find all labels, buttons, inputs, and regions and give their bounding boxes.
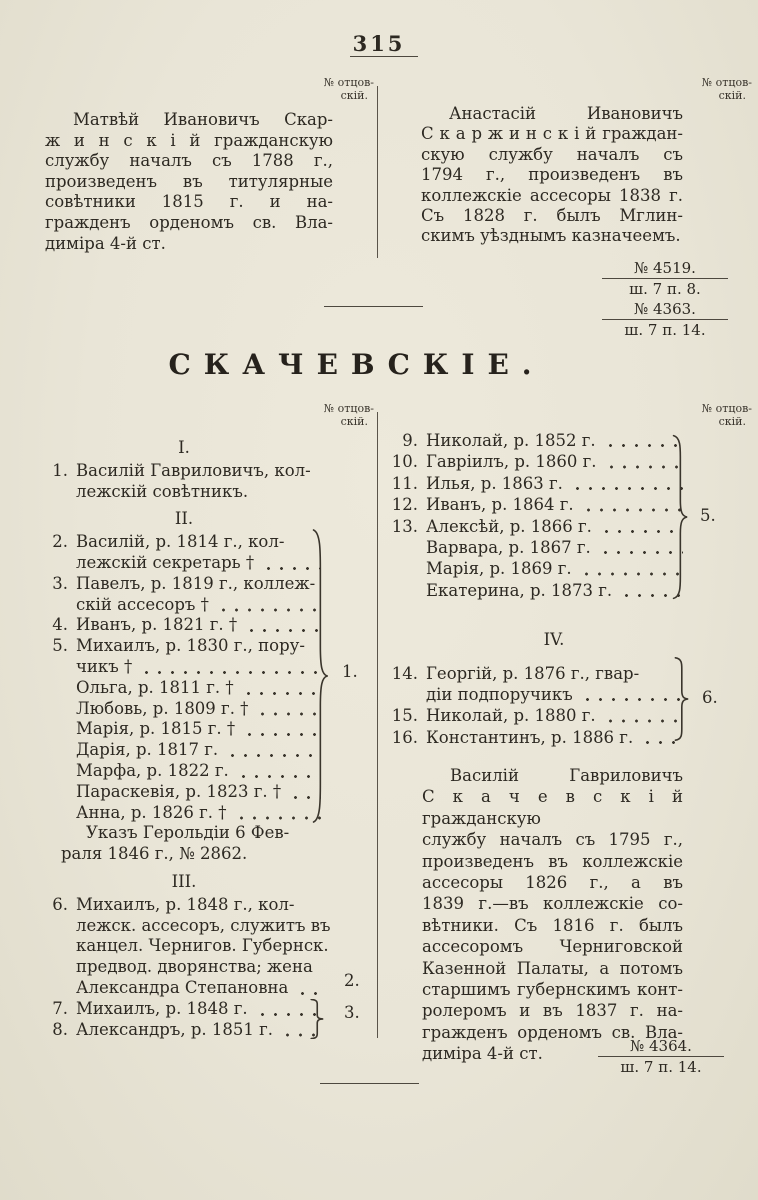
father-number: 6. bbox=[702, 688, 718, 707]
list-row bbox=[45, 532, 323, 553]
paragraph-line: вѣтники. Съ 1816 г. былъ bbox=[422, 915, 683, 935]
entry-text: Георгій, р. 1876 г., гвар- bbox=[426, 663, 640, 683]
dot-leader bbox=[602, 705, 683, 726]
father-number: 1. bbox=[342, 662, 358, 681]
dot-leader bbox=[578, 558, 683, 579]
entry-text: канцел. Чернигов. Губернск. bbox=[76, 936, 329, 956]
dot-leader bbox=[215, 595, 321, 616]
entry-number: 4. bbox=[52, 615, 68, 635]
entry-number: 3. bbox=[52, 573, 68, 593]
paragraph-anastasiy-skarzhinsky bbox=[421, 104, 683, 247]
section-end-dash bbox=[324, 306, 423, 307]
paragraph-line: коллежскіе ассесоры 1838 г. bbox=[421, 185, 683, 205]
list-row bbox=[45, 461, 323, 482]
entry-number: 11. bbox=[391, 473, 418, 493]
entry-number: 7. bbox=[52, 998, 68, 1018]
genealogy-list-right bbox=[385, 430, 685, 748]
list-row bbox=[45, 482, 323, 503]
dot-leader bbox=[569, 473, 683, 494]
reference-block-top bbox=[602, 258, 728, 340]
ref-number: № 4363. bbox=[634, 300, 696, 318]
list-row bbox=[385, 430, 685, 451]
entry-text: лежск. ассесоръ, служитъ въ bbox=[76, 915, 331, 935]
list-row bbox=[45, 595, 323, 616]
paragraph-line: диміра 4-й ст. bbox=[45, 233, 166, 253]
entry-text: Николай, р. 1880 г. bbox=[426, 706, 596, 726]
entry-text: Марія, р. 1869 г. bbox=[426, 559, 572, 579]
father-number: 3. bbox=[344, 1003, 360, 1022]
ref-number: № 4364. bbox=[630, 1037, 692, 1055]
paragraph-line: гражденъ орденомъ св. Вла- bbox=[422, 1022, 683, 1042]
entry-text: лежскій совѣтникъ. bbox=[76, 481, 249, 501]
list-row bbox=[45, 915, 331, 937]
list-row bbox=[45, 699, 323, 720]
ref-code: ш. 7 п. 14. bbox=[624, 321, 706, 339]
list-row bbox=[45, 999, 323, 1020]
entry-text: Дарія, р. 1817 г. bbox=[76, 740, 219, 760]
list-row bbox=[45, 895, 323, 916]
entry-text: скій ассесоръ † bbox=[76, 594, 209, 614]
paragraph-line: ж и н с к і й гражданскую bbox=[45, 130, 333, 150]
entry-text: Василій, р. 1814 г., кол- bbox=[76, 532, 285, 552]
paragraph-line: ассесоры 1826 г., а въ bbox=[422, 873, 683, 893]
paragraph-line: диміра 4-й ст. bbox=[422, 1044, 543, 1064]
list-row bbox=[45, 803, 323, 824]
entry-text: Михаилъ, р. 1848 г. bbox=[76, 998, 248, 1018]
list-row bbox=[45, 678, 323, 699]
paragraph-line: Съ 1828 г. былъ Мглин- bbox=[421, 206, 683, 226]
entry-text: Ольга, р. 1811 г. † bbox=[76, 677, 234, 697]
list-row bbox=[45, 978, 323, 999]
entry-text: Василій Гавриловичъ, кол- bbox=[76, 460, 311, 480]
list-row bbox=[45, 615, 323, 636]
entry-text: Анна, р. 1826 г. † bbox=[76, 802, 227, 822]
genealogy-list-left bbox=[45, 431, 331, 1040]
list-row bbox=[385, 558, 685, 579]
generation-heading: II. bbox=[174, 509, 194, 529]
paragraph-line: С к а ч е в с к і й гражданскую bbox=[422, 787, 683, 828]
dot-leader bbox=[233, 803, 322, 824]
paragraph-line: старшимъ губернскимъ конт- bbox=[422, 980, 683, 1000]
paragraph-line: 1839 г.—въ коллежскіе со- bbox=[422, 894, 683, 914]
entry-number: 15. bbox=[391, 706, 418, 726]
entry-text: чикъ † bbox=[76, 656, 133, 676]
paragraph-line: Матвѣй Ивановичъ Скар- bbox=[73, 110, 333, 129]
list-row bbox=[45, 740, 323, 761]
list-row bbox=[385, 663, 685, 684]
paragraph-line: гражденъ орденомъ св. Вла- bbox=[45, 212, 333, 232]
list-row bbox=[385, 516, 685, 537]
entry-text: Марфа, р. 1822 г. bbox=[76, 760, 229, 780]
entry-number: 8. bbox=[52, 1019, 68, 1039]
list-row bbox=[45, 1020, 323, 1041]
dot-leader bbox=[294, 978, 321, 999]
father-number: 2. bbox=[344, 971, 360, 990]
list-row bbox=[45, 636, 323, 657]
list-row bbox=[45, 553, 323, 574]
brace-icon bbox=[311, 527, 328, 825]
father-number: 5. bbox=[700, 506, 716, 525]
list-row bbox=[45, 957, 323, 978]
entry-text: Александра Степановна bbox=[76, 977, 289, 997]
entry-text: Илья, р. 1863 г. bbox=[426, 473, 563, 493]
list-row bbox=[45, 719, 323, 740]
generation-heading: I. bbox=[178, 438, 190, 457]
entry-number: 16. bbox=[391, 727, 418, 747]
entry-number: 1. bbox=[52, 460, 68, 480]
entry-number: 2. bbox=[52, 532, 68, 552]
ref-number: № 4519. bbox=[634, 259, 696, 277]
list-row bbox=[45, 574, 323, 595]
list-row bbox=[385, 580, 685, 601]
entry-text: Александръ, р. 1851 г. bbox=[76, 1019, 274, 1039]
entry-number: 6. bbox=[52, 894, 68, 914]
paragraph-line: Василій Гавриловичъ bbox=[450, 766, 683, 785]
list-row: раля 1846 г., № 2862. bbox=[61, 844, 248, 864]
entry-text: Указъ Герольдіи 6 Фев- bbox=[86, 823, 290, 843]
ref-code: ш. 7 п. 14. bbox=[620, 1058, 702, 1076]
entry-text: Иванъ, р. 1864 г. bbox=[426, 495, 574, 515]
entry-text: Марія, р. 1815 г. † bbox=[76, 719, 236, 739]
entry-number: 9. bbox=[402, 431, 418, 450]
dot-leader bbox=[138, 657, 321, 678]
paragraph-line: Казенной Палаты, а потомъ bbox=[422, 958, 683, 978]
paragraph-line: Анастасій Ивановичъ bbox=[449, 104, 683, 123]
list-row bbox=[385, 537, 685, 558]
column-end-dash bbox=[320, 1083, 419, 1084]
list-row bbox=[385, 705, 685, 726]
entry-text: Константинъ, р. 1886 г. bbox=[426, 727, 634, 747]
entry-text: Михаилъ, р. 1830 г., пору- bbox=[76, 636, 305, 656]
dot-leader bbox=[579, 684, 683, 705]
entry-text: діи подпоручикъ bbox=[426, 685, 573, 705]
column-header-left-top: № отцов- скій. bbox=[323, 76, 374, 102]
list-row bbox=[45, 761, 323, 782]
entry-number: 12. bbox=[391, 495, 418, 515]
entry-text: лежскій секретарь † bbox=[76, 552, 255, 572]
paragraph-line: скимъ уѣзднымъ казначеемъ. bbox=[421, 226, 681, 246]
column-header-right-top: № отцов- скій. bbox=[701, 76, 752, 102]
family-title: СКАЧЕВСКІЕ. bbox=[168, 348, 545, 381]
reference-block-bottom bbox=[598, 1036, 724, 1077]
dot-leader bbox=[243, 615, 321, 636]
page-number: 315 bbox=[352, 31, 406, 56]
entry-text: Варвара, р. 1867 г. bbox=[426, 538, 591, 558]
list-row bbox=[385, 451, 685, 472]
paragraph-line: службу началъ съ 1788 г., bbox=[45, 151, 333, 171]
entry-number: 14. bbox=[391, 663, 418, 683]
entry-text: Иванъ, р. 1821 г. † bbox=[76, 615, 238, 635]
paragraph-line: ассесоромъ Черниговской bbox=[422, 937, 683, 957]
generation-heading: III. bbox=[171, 871, 197, 891]
entry-number: 13. bbox=[391, 516, 418, 536]
column-header-left-main: № отцов- скій. bbox=[323, 402, 374, 428]
list-row bbox=[385, 473, 685, 494]
paragraph-line: службу началъ съ 1795 г., bbox=[422, 830, 683, 850]
column-divider-main bbox=[377, 412, 378, 1038]
entry-text: Алексѣй, р. 1866 г. bbox=[426, 516, 592, 536]
entry-text: Михаилъ, р. 1848 г., кол- bbox=[76, 894, 295, 914]
entry-text: Гавріилъ, р. 1860 г. bbox=[426, 452, 597, 472]
entry-text: Екатерина, р. 1873 г. bbox=[426, 580, 613, 600]
entry-text: Николай, р. 1852 г. bbox=[426, 431, 596, 450]
entry-number: 10. bbox=[391, 452, 418, 472]
paragraph-matvey-skarzhinsky bbox=[45, 110, 333, 254]
list-row bbox=[45, 823, 323, 844]
brace-icon bbox=[309, 999, 324, 1039]
page-number-rule bbox=[350, 56, 418, 57]
column-divider-top bbox=[377, 86, 378, 258]
entry-text: предвод. дворянства; жена bbox=[76, 957, 313, 977]
paragraph-line: произведенъ въ коллежскіе bbox=[422, 851, 683, 871]
paragraph-line: ролеромъ и въ 1837 г. на- bbox=[422, 1001, 683, 1021]
dot-leader bbox=[235, 761, 321, 782]
paragraph-line: произведенъ въ титулярные bbox=[45, 171, 333, 191]
list-row bbox=[385, 494, 685, 515]
list-row bbox=[385, 684, 685, 705]
brace-icon bbox=[671, 434, 688, 600]
paragraph-vasiliy-skachevsky bbox=[422, 765, 683, 1065]
entry-text: Павелъ, р. 1819 г., коллеж- bbox=[76, 573, 316, 593]
dot-leader bbox=[240, 678, 321, 699]
column-header-right-main: № отцов- скій. bbox=[701, 402, 752, 428]
paragraph-line: С к а р ж и н с к і й граждан- bbox=[421, 124, 683, 144]
paragraph-line: 1794 г., произведенъ въ bbox=[421, 165, 683, 185]
generation-heading: IV. bbox=[543, 630, 565, 650]
dot-leader bbox=[241, 719, 321, 740]
ref-code: ш. 7 п. 8. bbox=[629, 280, 701, 298]
dot-leader bbox=[580, 494, 683, 515]
list-row bbox=[45, 936, 329, 957]
entry-number: 5. bbox=[52, 636, 68, 656]
list-row bbox=[385, 727, 685, 748]
paragraph-line: скую службу началъ съ bbox=[421, 144, 683, 164]
list-row bbox=[45, 657, 323, 678]
paragraph-line: совѣтники 1815 г. и на- bbox=[45, 192, 333, 212]
dot-leader bbox=[224, 740, 321, 761]
entry-text: Любовь, р. 1809 г. † bbox=[76, 698, 249, 718]
entry-text: Параскевія, р. 1823 г. † bbox=[76, 781, 282, 801]
brace-icon bbox=[673, 657, 689, 741]
list-row bbox=[45, 782, 323, 803]
